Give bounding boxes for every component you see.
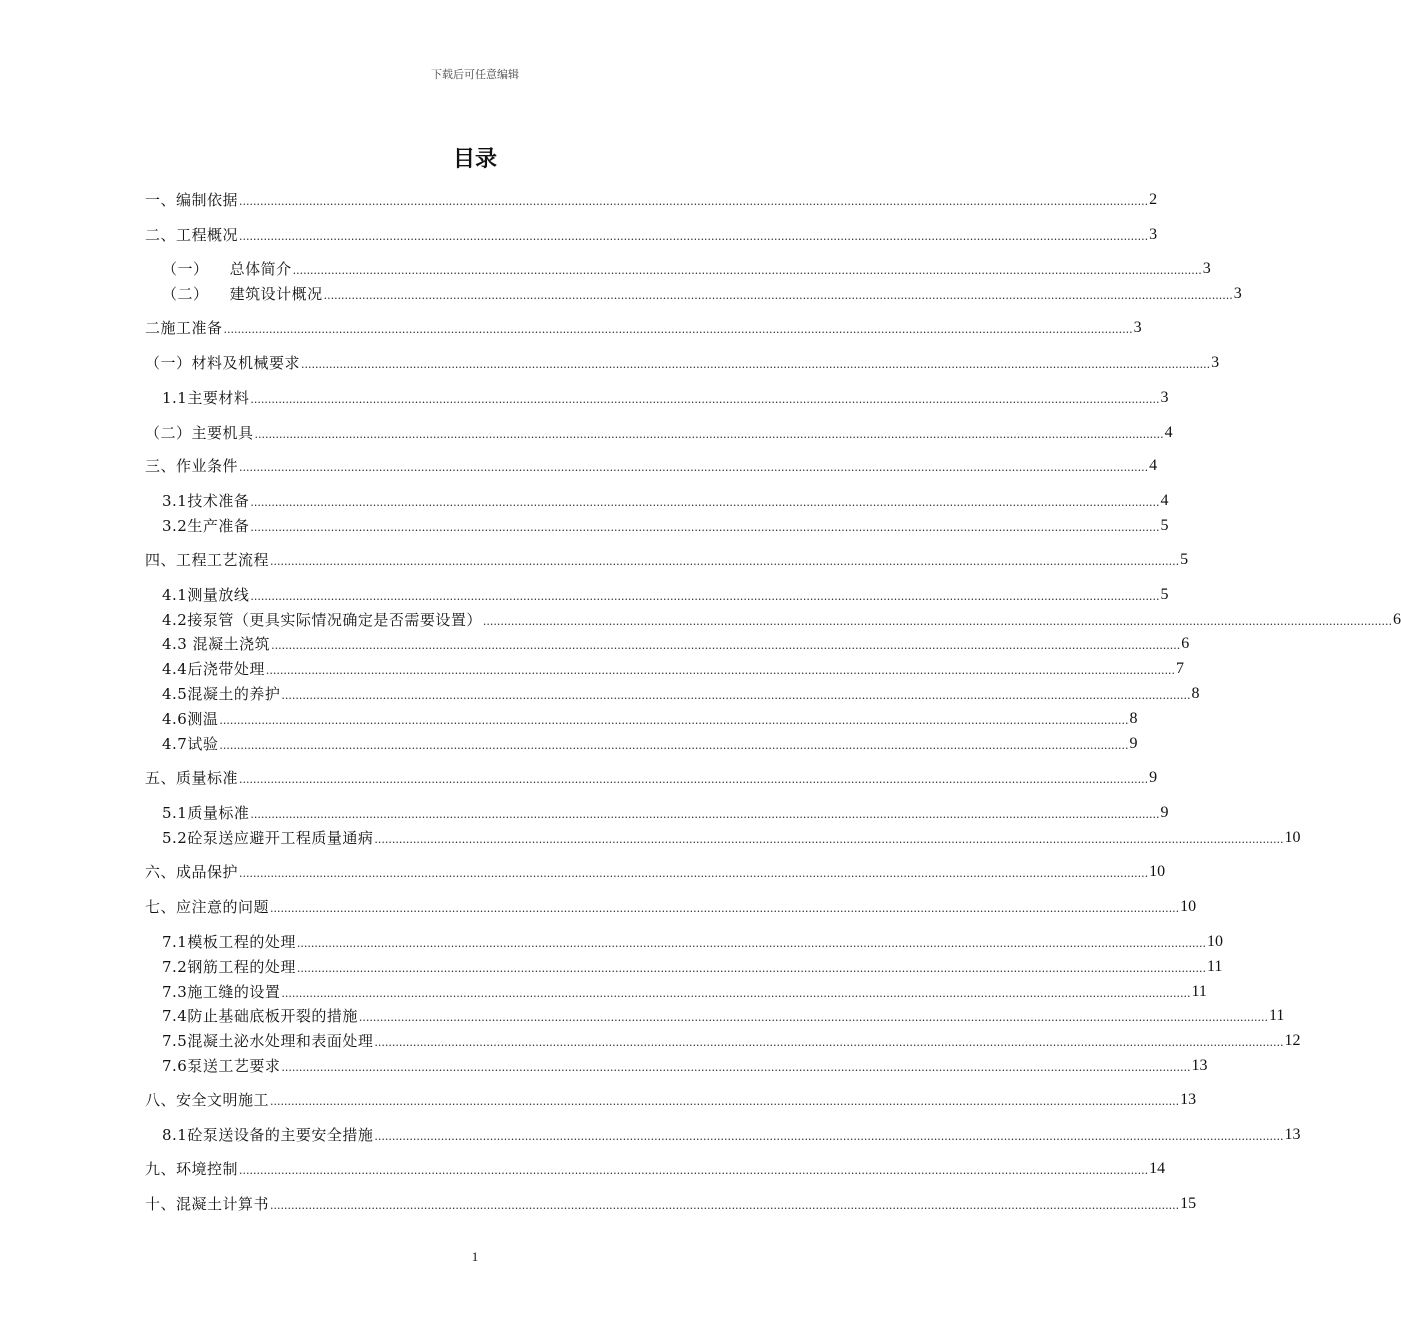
toc-entry[interactable] xyxy=(145,632,1190,654)
toc-entry-label: 二施工准备 xyxy=(145,319,223,337)
toc-leader: .................................................................................................................................................................................................................................................................... xyxy=(296,962,1206,975)
toc-entry-page: 11 xyxy=(1268,1007,1285,1024)
toc-entry-label: 7.3施工缝的设置 xyxy=(162,983,281,1001)
toc-entry-label: （二）主要机具 xyxy=(145,424,254,442)
toc-leader: .................................................................................................................................................................................................................................................................... xyxy=(250,808,1160,821)
toc-leader: .................................................................................................................................................................................................................................................................... xyxy=(250,521,1160,534)
toc-entry-label: 二、工程概况 xyxy=(145,226,239,244)
toc-entry-page: 12 xyxy=(1284,1032,1301,1049)
toc-entry[interactable] xyxy=(145,223,1158,245)
toc-entry[interactable] xyxy=(145,980,1207,1002)
toc-entry-page: 3 xyxy=(1149,226,1158,243)
toc-leader: .................................................................................................................................................................................................................................................................... xyxy=(239,867,1149,880)
toc-entry[interactable] xyxy=(145,514,1169,536)
toc-entry[interactable] xyxy=(145,955,1223,977)
toc-entry[interactable] xyxy=(145,1054,1208,1076)
toc-entry[interactable] xyxy=(145,316,1142,338)
toc-entry[interactable] xyxy=(145,257,1211,279)
toc-entry-label: 4.7试验 xyxy=(162,735,219,753)
toc-leader: .................................................................................................................................................................................................................................................................... xyxy=(250,590,1160,603)
toc-entry-label: （一） 总体简介 xyxy=(162,260,292,278)
toc-entry-label: 九、环境控制 xyxy=(145,1160,239,1178)
toc-entry[interactable] xyxy=(145,548,1189,570)
toc-entry-label: 七、应注意的问题 xyxy=(145,898,270,916)
toc-entry-page: 4 xyxy=(1160,492,1169,509)
toc-entry-label: （一）材料及机械要求 xyxy=(145,354,301,372)
toc-entry-page: 9 xyxy=(1129,735,1138,752)
toc-entry[interactable] xyxy=(145,489,1169,511)
toc-entry-page: 9 xyxy=(1149,769,1158,786)
toc-entry[interactable] xyxy=(145,707,1138,729)
toc-entry[interactable] xyxy=(145,188,1158,210)
toc-leader: .................................................................................................................................................................................................................................................................... xyxy=(265,664,1175,677)
toc-entry[interactable] xyxy=(145,657,1184,679)
toc-leader: .................................................................................................................................................................................................................................................................... xyxy=(281,1061,1191,1074)
toc-entry-label: 1.1主要材料 xyxy=(162,389,250,407)
toc-entry-page: 5 xyxy=(1180,551,1189,568)
toc-leader: .................................................................................................................................................................................................................................................................... xyxy=(358,1011,1268,1024)
toc-title: 目录 xyxy=(452,147,497,172)
toc-entry[interactable] xyxy=(145,732,1138,754)
toc-entry[interactable] xyxy=(145,1088,1197,1110)
toc-leader: .................................................................................................................................................................................................................................................................... xyxy=(323,289,1233,302)
toc-entry[interactable] xyxy=(145,895,1197,917)
toc-entry-page: 13 xyxy=(1191,1057,1208,1074)
toc-entry[interactable] xyxy=(145,766,1158,788)
toc-entry[interactable] xyxy=(145,386,1169,408)
toc-entry-label: 4.4后浇带处理 xyxy=(162,660,265,678)
toc-entry-label: 4.3 混凝土浇筑 xyxy=(162,635,271,653)
toc-entry[interactable] xyxy=(145,608,1401,630)
toc-entry-page: 3 xyxy=(1211,354,1220,371)
toc-entry[interactable] xyxy=(145,1157,1166,1179)
toc-entry-page: 6 xyxy=(1181,635,1190,652)
toc-entry[interactable] xyxy=(145,351,1220,373)
toc-leader: .................................................................................................................................................................................................................................................................... xyxy=(270,902,1180,915)
header-note: 下载后可任意编辑 xyxy=(431,68,519,81)
toc-entry-label: 5.2砼泵送应避开工程质量通病 xyxy=(162,829,374,847)
toc-leader: .................................................................................................................................................................................................................................................................... xyxy=(374,833,1284,846)
toc-entry[interactable] xyxy=(145,801,1169,823)
toc-entry[interactable] xyxy=(145,1004,1285,1026)
toc-entry-label: 五、质量标准 xyxy=(145,769,239,787)
toc-leader: .................................................................................................................................................................................................................................................................... xyxy=(239,195,1149,208)
toc-entry[interactable] xyxy=(145,826,1301,848)
toc-entry-page: 11 xyxy=(1206,958,1223,975)
toc-entry-page: 2 xyxy=(1149,191,1158,208)
toc-entry[interactable] xyxy=(145,682,1200,704)
toc-entry-label: 四、工程工艺流程 xyxy=(145,551,270,569)
toc-entry-label: 5.1质量标准 xyxy=(162,804,250,822)
toc-leader: .................................................................................................................................................................................................................................................................... xyxy=(254,428,1164,441)
toc-entry-label: 7.2钢筋工程的处理 xyxy=(162,958,296,976)
toc-leader: .................................................................................................................................................................................................................................................................... xyxy=(270,1199,1180,1212)
toc-entry[interactable] xyxy=(145,930,1223,952)
toc-leader: .................................................................................................................................................................................................................................................................... xyxy=(281,689,1191,702)
toc-entry-label: 8.1砼泵送设备的主要安全措施 xyxy=(162,1126,374,1144)
toc-entry-page: 4 xyxy=(1149,457,1158,474)
toc-entry-page: 15 xyxy=(1180,1195,1197,1212)
toc-leader: .................................................................................................................................................................................................................................................................... xyxy=(250,393,1160,406)
toc-leader: .................................................................................................................................................................................................................................................................... xyxy=(301,358,1211,371)
toc-entry-label: 一、编制依据 xyxy=(145,191,239,209)
toc-entry-label: 7.6泵送工艺要求 xyxy=(162,1057,281,1075)
toc-entry-label: 4.1测量放线 xyxy=(162,586,250,604)
toc-entry-page: 10 xyxy=(1180,898,1197,915)
toc-leader: .................................................................................................................................................................................................................................................................... xyxy=(239,773,1149,786)
toc-leader: .................................................................................................................................................................................................................................................................... xyxy=(219,714,1129,727)
toc-entry-page: 10 xyxy=(1284,829,1301,846)
toc-entry[interactable] xyxy=(145,1029,1301,1051)
toc-leader: .................................................................................................................................................................................................................................................................... xyxy=(482,615,1392,628)
toc-entry-label: 4.6测温 xyxy=(162,710,219,728)
toc-entry-page: 6 xyxy=(1392,611,1401,628)
toc-entry[interactable] xyxy=(145,860,1166,882)
toc-leader: .................................................................................................................................................................................................................................................................... xyxy=(271,639,1181,652)
toc-entry-label: 4.2接泵管（更具实际情况确定是否需要设置） xyxy=(162,611,482,629)
toc-entry-page: 8 xyxy=(1129,710,1138,727)
toc-entry-label: 十、混凝土计算书 xyxy=(145,1195,270,1213)
toc-leader: .................................................................................................................................................................................................................................................................... xyxy=(223,323,1133,336)
toc-leader: .................................................................................................................................................................................................................................................................... xyxy=(296,937,1206,950)
toc-entry-label: 六、成品保护 xyxy=(145,863,239,881)
toc-entry-page: 3 xyxy=(1160,389,1169,406)
toc-entry-label: 3.1技术准备 xyxy=(162,492,250,510)
toc-entry-page: 5 xyxy=(1160,517,1169,534)
toc-entry-page: 13 xyxy=(1180,1091,1197,1108)
toc-entry-label: 三、作业条件 xyxy=(145,457,239,475)
toc-entry-label: 7.5混凝土泌水处理和表面处理 xyxy=(162,1032,374,1050)
toc-entry-page: 11 xyxy=(1191,983,1207,1000)
toc-entry-page: 10 xyxy=(1149,863,1166,880)
page-number: 1 xyxy=(471,1249,479,1264)
toc-entry-label: （二） 建筑设计概况 xyxy=(162,285,323,303)
toc-entry-page: 8 xyxy=(1191,685,1200,702)
toc-entry-label: 八、安全文明施工 xyxy=(145,1091,270,1109)
toc-entry[interactable] xyxy=(145,454,1158,476)
toc-leader: .................................................................................................................................................................................................................................................................... xyxy=(292,264,1202,277)
toc-entry-page: 10 xyxy=(1206,933,1223,950)
toc-entry-label: 4.5混凝土的养护 xyxy=(162,685,281,703)
toc-entry-page: 13 xyxy=(1284,1126,1301,1143)
toc-leader: .................................................................................................................................................................................................................................................................... xyxy=(281,987,1191,1000)
toc-entry[interactable] xyxy=(145,421,1173,443)
toc-leader: .................................................................................................................................................................................................................................................................... xyxy=(270,1095,1180,1108)
toc-leader: .................................................................................................................................................................................................................................................................... xyxy=(374,1130,1284,1143)
toc-leader: .................................................................................................................................................................................................................................................................... xyxy=(239,1164,1149,1177)
toc-leader: .................................................................................................................................................................................................................................................................... xyxy=(250,496,1160,509)
toc-entry[interactable] xyxy=(145,583,1169,605)
toc-entry-page: 5 xyxy=(1160,586,1169,603)
toc-entry[interactable] xyxy=(145,282,1242,304)
toc-entry[interactable] xyxy=(145,1192,1197,1214)
toc-leader: .................................................................................................................................................................................................................................................................... xyxy=(374,1036,1284,1049)
toc-entry-label: 7.1模板工程的处理 xyxy=(162,933,296,951)
toc-entry-page: 3 xyxy=(1202,260,1211,277)
toc-entry-page: 7 xyxy=(1175,660,1184,677)
toc-leader: .................................................................................................................................................................................................................................................................... xyxy=(219,739,1129,752)
toc-entry-page: 9 xyxy=(1160,804,1169,821)
toc-entry-page: 4 xyxy=(1164,424,1173,441)
toc-leader: .................................................................................................................................................................................................................................................................... xyxy=(239,230,1149,243)
toc-leader: .................................................................................................................................................................................................................................................................... xyxy=(239,461,1149,474)
toc-entry-page: 3 xyxy=(1233,285,1242,302)
toc-leader: .................................................................................................................................................................................................................................................................... xyxy=(270,555,1180,568)
toc-entry[interactable] xyxy=(145,1123,1301,1145)
toc-entry-page: 14 xyxy=(1149,1160,1166,1177)
toc-entry-page: 3 xyxy=(1133,319,1142,336)
toc-entry-label: 3.2生产准备 xyxy=(162,517,250,535)
toc-entry-label: 7.4防止基础底板开裂的措施 xyxy=(162,1007,358,1025)
